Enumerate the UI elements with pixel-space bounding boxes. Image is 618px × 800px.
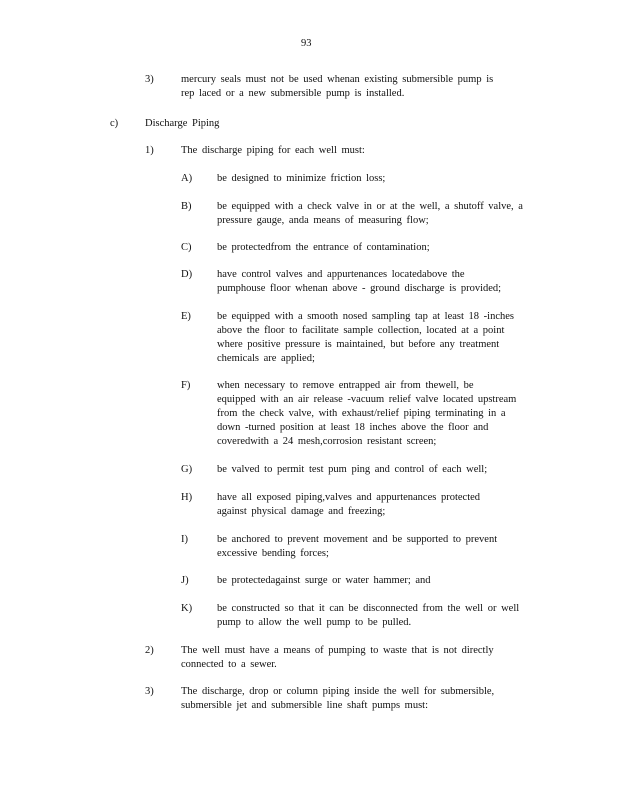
- sub-item-line: excessive bending forces;: [217, 548, 329, 559]
- sub-item-label: I): [181, 534, 188, 545]
- sub-item-line: where positive pressure is maintained, but before any treatment: [217, 339, 500, 350]
- section-title: Discharge Piping: [145, 118, 220, 129]
- sub-item-label: J): [181, 575, 189, 586]
- sub-item-line: be equipped with a check valve in or at the well, a shutoff valve, a: [217, 201, 523, 212]
- sub-item-label: K): [181, 603, 193, 614]
- item-label: 2): [145, 645, 154, 656]
- section-label: c): [110, 118, 119, 129]
- sub-item-line: be protectedfrom the entrance of contamination;: [217, 242, 430, 253]
- sub-item-label: C): [181, 242, 192, 253]
- sub-item-label: A): [181, 173, 193, 184]
- sub-item-line: be valved to permit test pum ping and control of each well;: [217, 464, 488, 475]
- sub-item-line: coveredwith a 24 mesh,corrosion resistant screen;: [217, 436, 437, 447]
- sub-item-label: B): [181, 201, 192, 212]
- item-label: 3): [145, 686, 154, 697]
- sub-item-label: G): [181, 464, 193, 475]
- item-line: The discharge, drop or column piping inside the well for submersible,: [181, 686, 495, 697]
- item-line: connected to a sewer.: [181, 659, 277, 670]
- sub-item-label: E): [181, 311, 191, 322]
- sub-item-label: F): [181, 380, 191, 391]
- sub-item-line: from the check valve, with exhaust/relief piping terminating in a: [217, 408, 506, 419]
- item-line: mercury seals must not be used whenan existing submersible pump is: [181, 74, 494, 85]
- item-line: rep laced or a new submersible pump is installed.: [181, 88, 405, 99]
- item-label: 1): [145, 145, 154, 156]
- sub-item-line: have all exposed piping,valves and appurtenances protected: [217, 492, 481, 503]
- item-line: The well must have a means of pumping to waste that is not directly: [181, 645, 494, 656]
- sub-item-line: against physical damage and freezing;: [217, 506, 386, 517]
- item-line: The discharge piping for each well must:: [181, 145, 365, 156]
- sub-item-line: be anchored to prevent movement and be supported to prevent: [217, 534, 498, 545]
- sub-item-line: down -turned position at least 18 inches above the floor and: [217, 422, 489, 433]
- sub-item-line: be protectedagainst surge or water hammer; and: [217, 575, 431, 586]
- sub-item-label: H): [181, 492, 193, 503]
- sub-item-line: have control valves and appurtenances locatedabove the: [217, 269, 465, 280]
- item-line: submersible jet and submersible line shaft pumps must:: [181, 700, 429, 711]
- sub-item-line: above the floor to facilitate sample collection, located at a point: [217, 325, 505, 336]
- sub-item-line: pumphouse floor whenan above - ground discharge is provided;: [217, 283, 502, 294]
- item-label: 3): [145, 74, 154, 85]
- sub-item-line: be designed to minimize friction loss;: [217, 173, 386, 184]
- sub-item-line: pump to allow the well pump to be pulled.: [217, 617, 412, 628]
- sub-item-label: D): [181, 269, 193, 280]
- sub-item-line: be constructed so that it can be disconnected from the well or well: [217, 603, 520, 614]
- sub-item-line: chemicals are applied;: [217, 353, 315, 364]
- page-number: 93: [301, 38, 312, 49]
- sub-item-line: pressure gauge, anda means of measuring flow;: [217, 215, 429, 226]
- sub-item-line: when necessary to remove entrapped air from thewell, be: [217, 380, 474, 391]
- sub-item-line: be equipped with a smooth nosed sampling tap at least 18 -inches: [217, 311, 514, 322]
- sub-item-line: equipped with an air release -vacuum relief valve located upstream: [217, 394, 517, 405]
